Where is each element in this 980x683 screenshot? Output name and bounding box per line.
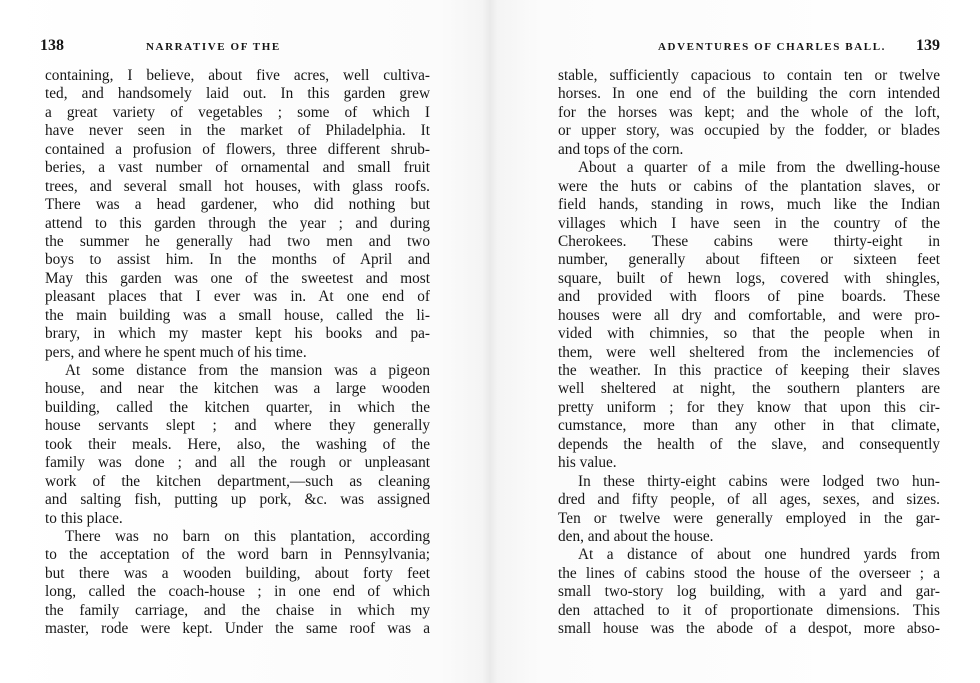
- text-line: At some distance from the mansion was a pigeon: [65, 362, 430, 379]
- text-line: villages which I have seen in the country of the: [558, 214, 940, 232]
- text-line: pleasant places that I ever was in. At one end of: [45, 288, 430, 306]
- text-line: his value.: [558, 454, 617, 472]
- text-line: pretty uniform ; for they know that upon this cir-: [558, 398, 940, 416]
- text-line: the lines of cabins stood the house of the overseer ; a: [558, 564, 940, 582]
- left-running-title: NARRATIVE OF THE: [146, 41, 281, 53]
- text-line: pers, and where he spent much of his time.: [45, 343, 307, 361]
- right-page-header: [556, 37, 940, 59]
- text-line: and salting fish, putting up pork, &c. was assigned: [45, 491, 430, 509]
- text-line: houses were all dry and comfortable, and were pro-: [558, 306, 940, 324]
- text-line: horses. In one end of the building the corn intended: [558, 85, 940, 103]
- text-line: den attached to it of proportionate dimensions. This: [558, 601, 940, 619]
- text-line: brary, in which my master kept his books and pa-: [45, 325, 430, 343]
- text-line: and tops of the corn.: [558, 140, 684, 158]
- text-line: to this place.: [45, 509, 123, 527]
- text-line: containing, I believe, about five acres, well cultiva-: [45, 67, 430, 84]
- text-line: At a distance of about one hundred yards from: [578, 546, 940, 564]
- text-line: den, and about the house.: [558, 527, 714, 545]
- text-line: trees, and several small hot houses, with glass roofs.: [45, 177, 430, 195]
- text-line: long, called the coach-house ; in one end of which: [45, 583, 430, 601]
- text-line: ted, and handsomely laid out. In this garden grew: [45, 85, 430, 103]
- text-line: boys to assist him. In the months of April and: [45, 251, 430, 269]
- text-line: the main building was a small house, called the li-: [45, 306, 430, 324]
- text-line: attend to this garden through the year ; and during: [45, 214, 430, 232]
- text-line: contained a profusion of flowers, three different shrub-: [45, 140, 430, 158]
- text-line: number, generally about fifteen or sixteen feet: [558, 251, 940, 269]
- left-page-number: 138: [40, 37, 64, 54]
- text-line: took their meals. Here, also, the washing of the: [45, 435, 430, 453]
- text-line: the family carriage, and the chaise in which my: [45, 601, 430, 619]
- right-running-title: ADVENTURES OF CHARLES BALL.: [658, 41, 886, 53]
- book-gutter: [482, 0, 498, 683]
- text-line: There was no barn on this plantation, according: [65, 527, 430, 545]
- left-page-body: [45, 67, 430, 639]
- text-line: small house was the abode of a despot, more abso-: [558, 620, 940, 638]
- text-line: master, rode were kept. Under the same roof was a: [45, 620, 430, 638]
- text-line: About a quarter of a mile from the dwelling-house: [578, 159, 940, 177]
- text-line: a great variety of vegetables ; some of which I: [45, 103, 430, 121]
- text-line: the summer he generally had two men and two: [45, 232, 430, 250]
- text-line: for the horses was kept; and the whole of the loft,: [558, 103, 940, 121]
- text-line: small two-story log building, with a yard and gar-: [558, 583, 940, 601]
- right-page-body: [558, 67, 940, 639]
- text-line: or upper story, was occupied by the fodder, or blades: [558, 122, 940, 140]
- text-line: building, called the kitchen quarter, in which the: [45, 398, 430, 416]
- text-line: well sheltered at night, the southern planters are: [558, 380, 940, 398]
- right-page: [556, 0, 940, 683]
- text-line: family was done ; and all the rough or unpleasant: [45, 454, 430, 472]
- text-line: to the acceptation of the word barn in Pennsylvania;: [45, 546, 430, 564]
- text-line: field hands, standing in rows, much like the Indian: [558, 196, 940, 214]
- text-line: beries, a vast number of ornamental and small fruit: [45, 159, 430, 177]
- text-line: house servants slept ; and where they generally: [45, 417, 430, 435]
- text-line: There was a head gardener, who did nothing but: [45, 196, 430, 214]
- text-line: were the huts or cabins of the plantation slaves, or: [558, 177, 940, 195]
- text-line: have never seen in the market of Philadelphia. It: [45, 122, 430, 140]
- right-page-number: 139: [916, 37, 940, 54]
- text-line: Cherokees. These cabins were thirty-eight in: [558, 232, 940, 250]
- text-line: dred and fifty people, of all ages, sexes, and sizes.: [558, 491, 940, 509]
- left-page-header: [40, 37, 430, 59]
- text-line: them, were well sheltered from the inclemencies of: [558, 343, 940, 361]
- text-line: vided with chimnies, so that the people when in: [558, 325, 940, 343]
- text-line: work of the kitchen department,—such as cleaning: [45, 472, 430, 490]
- text-line: May this garden was one of the sweetest and most: [45, 269, 430, 287]
- text-line: but there was a wooden building, about forty feet: [45, 564, 430, 582]
- text-line: In these thirty-eight cabins were lodged two hun-: [578, 472, 940, 490]
- text-line: Ten or twelve were generally employed in the gar-: [558, 509, 940, 527]
- left-page: [40, 0, 430, 683]
- text-line: and provided with floors of pine boards. These: [558, 288, 940, 306]
- text-line: square, built of hewn logs, covered with shingles,: [558, 269, 940, 287]
- text-line: depends the health of the slave, and consequently: [558, 435, 940, 453]
- text-line: cumstance, more than any other in that climate,: [558, 417, 940, 435]
- text-line: house, and near the kitchen was a large wooden: [45, 380, 430, 398]
- text-line: stable, sufficiently capacious to contain ten or twelve: [558, 67, 940, 84]
- text-line: the weather. In this practice of keeping their slaves: [558, 362, 940, 379]
